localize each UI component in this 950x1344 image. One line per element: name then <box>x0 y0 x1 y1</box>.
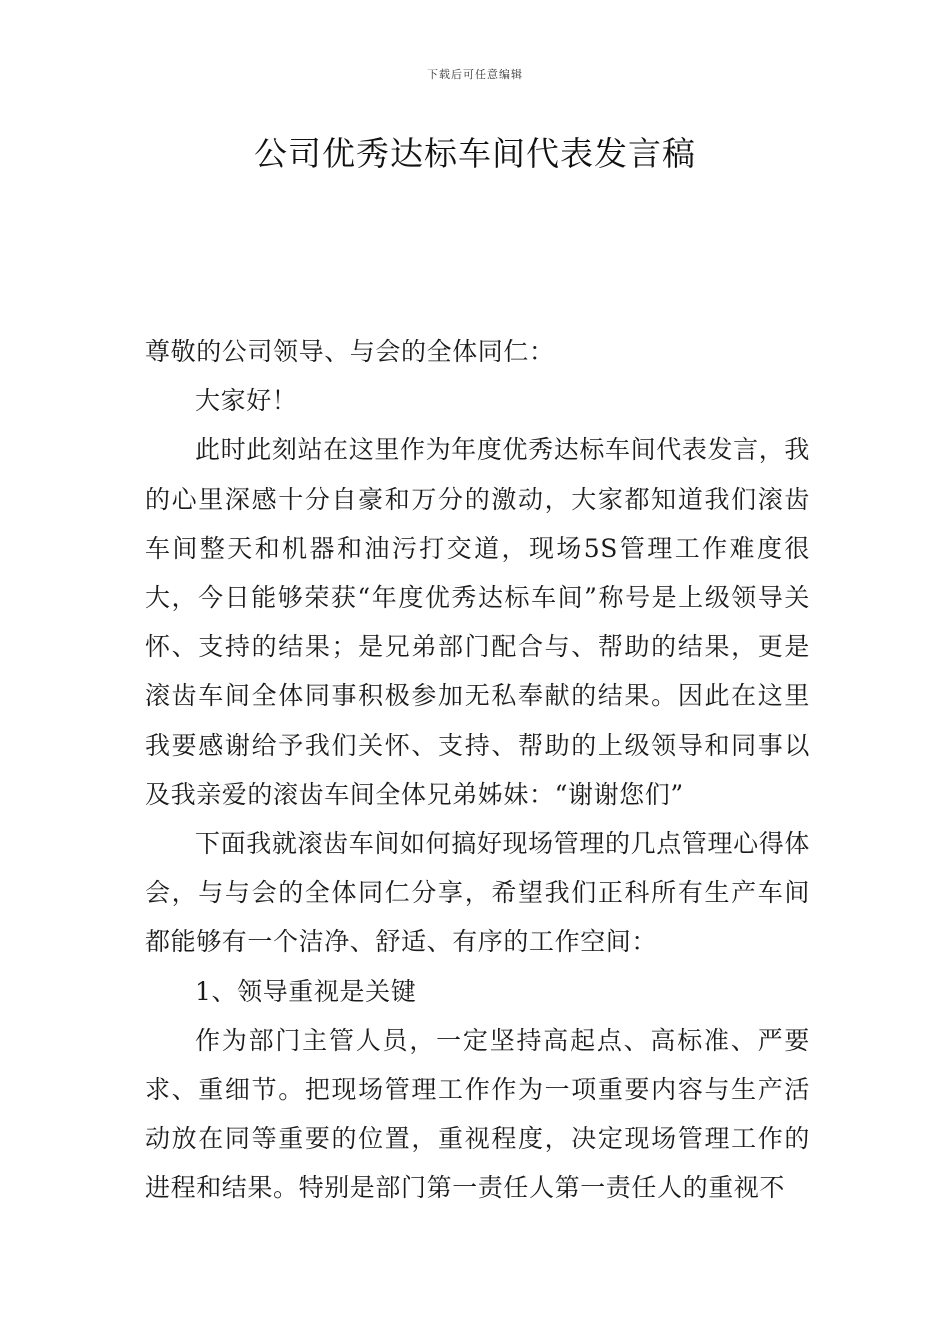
salutation: 尊敬的公司领导、与会的全体同仁： <box>145 337 555 366</box>
document-body <box>145 327 810 1213</box>
paragraph-section-1: 作为部门主管人员，一定坚持高起点、高标准、严要求、重细节。把现场管理工作作为一项重要内容与生产活动放在同等重要的位置，重视程度，决定现场管理工作的进程和结果。特别是部门第一责任人第一责任人的重视不 <box>145 1025 810 1203</box>
greeting: 大家好！ <box>195 386 298 416</box>
document-title: 公司优秀达标车间代表发言稿 <box>254 134 696 173</box>
paragraph-sharing: 下面我就滚齿车间如何搞好现场管理的几点管理心得体会，与与会的全体同仁分享，希望我们正科所有生产车间都能够有一个洁净、舒适、有序的工作空间： <box>145 829 810 957</box>
paragraph-intro: 此时此刻站在这里作为年度优秀达标车间代表发言，我的心里深感十分自豪和万分的激动，大家都知道我们滚齿车间整天和机器和油污打交道，现场5S管理工作难度很大，今日能够荣获“年度优秀达标车间”称号是上级领导关怀、支持的结果；是兄弟部门配合与、帮助的结果，更是滚齿车间全体同事积极参加无私奉献的结果。因此在这里我要感谢给予我们关怀、支持、帮助的上级领导和同事以及我亲爱的滚齿车间全体兄弟姊妹：“谢谢您们” <box>145 435 810 809</box>
header-note: 下载后可任意编辑 <box>427 68 523 81</box>
section-heading-1: 1、领导重视是关键 <box>195 976 417 1006</box>
